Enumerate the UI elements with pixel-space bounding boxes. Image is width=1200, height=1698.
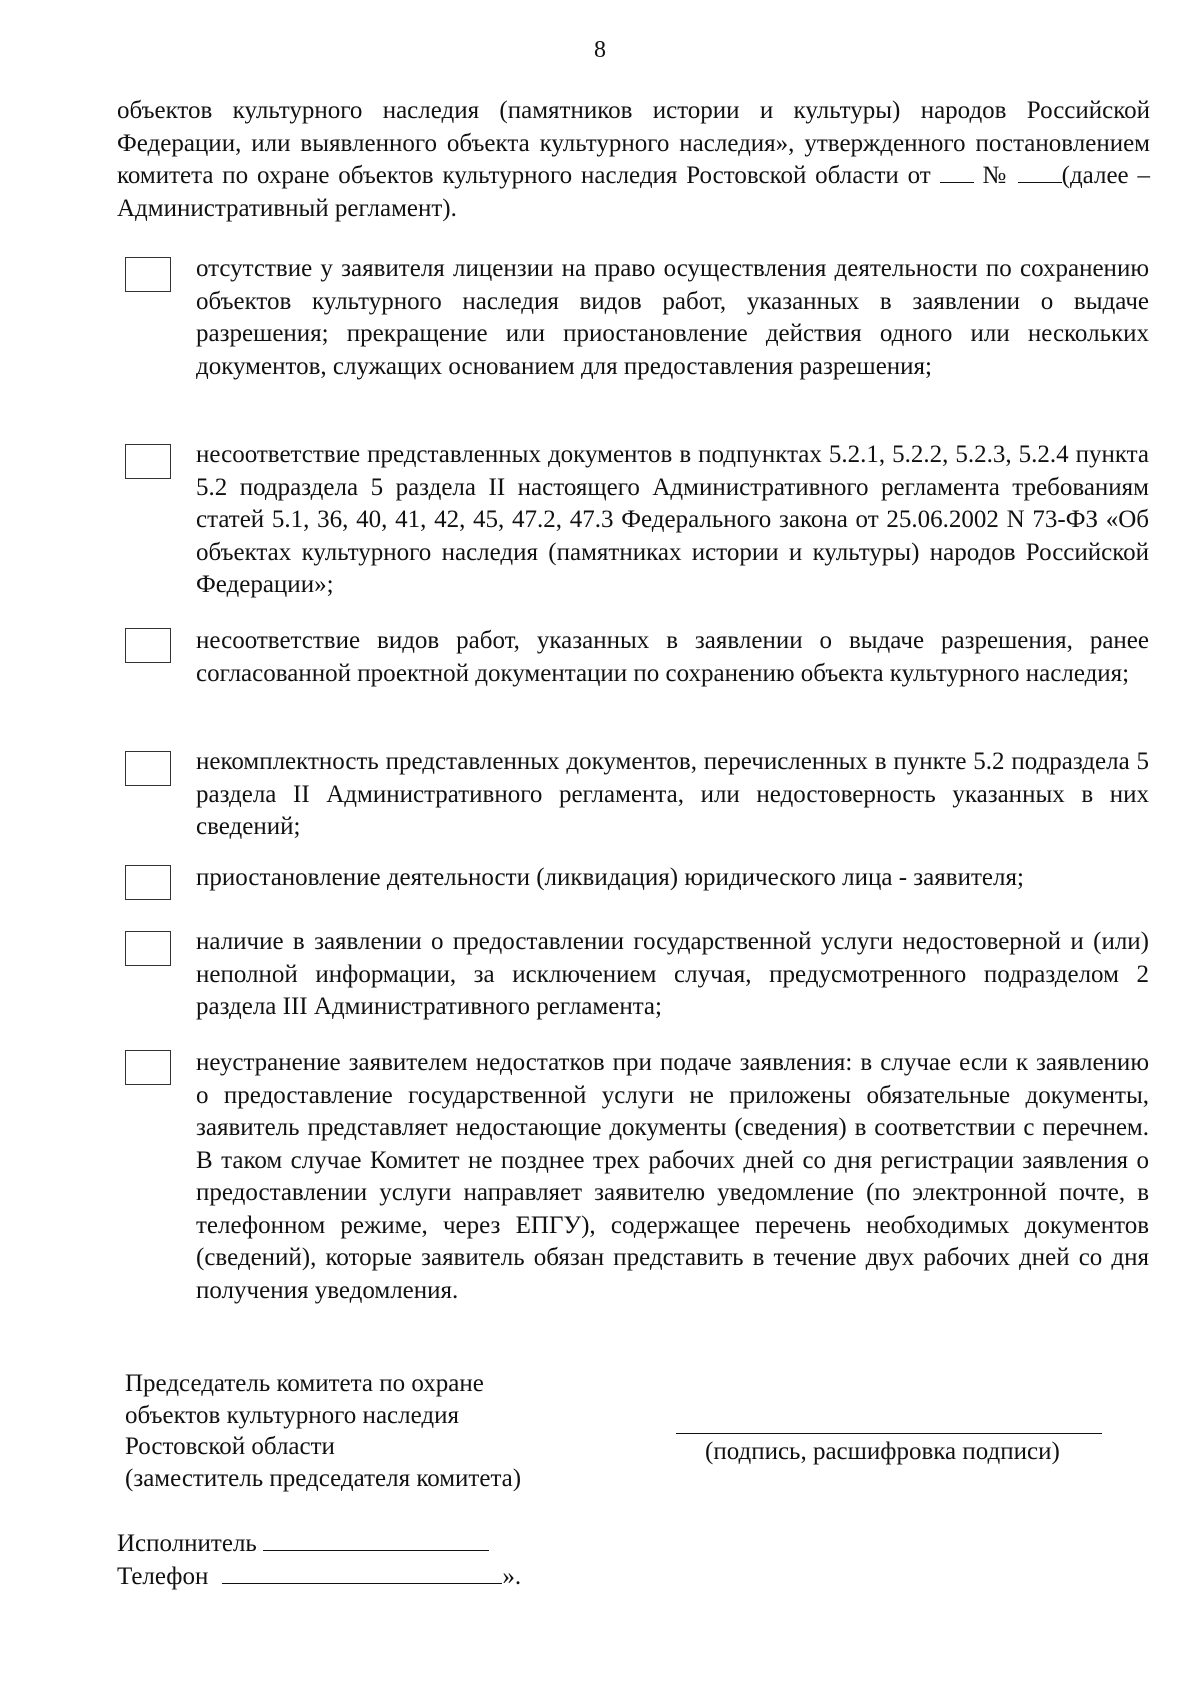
reason-text: приостановление деятельности (ликвидация) юридического лица - заявителя; bbox=[196, 864, 1024, 891]
signature-caption: (подпись, расшифровка подписи) bbox=[705, 1438, 1060, 1465]
reason-checkbox[interactable] bbox=[125, 1050, 171, 1085]
reason-checkbox[interactable] bbox=[125, 931, 171, 966]
number-blank bbox=[1018, 162, 1062, 183]
closing-quote: ». bbox=[502, 1563, 522, 1590]
signatory-line: Ростовской области bbox=[125, 1433, 335, 1460]
signatory-block bbox=[125, 1368, 521, 1494]
executor-block bbox=[117, 1527, 521, 1593]
reason-checkbox[interactable] bbox=[125, 865, 171, 900]
intro-text-after: (далее – Административный регламент). bbox=[117, 162, 1150, 222]
reason-text: несоответствие видов работ, указанных в заявлении о выдаче разрешения, ранее согласованной проектной документации по сохранению объекта культурного наследия; bbox=[196, 627, 1149, 687]
phone-row bbox=[117, 1560, 521, 1593]
reason-text: неустранение заявителем недостатков при подаче заявления: в случае если к заявлению о предоставление государственной услуги не приложены обязательные документы, заявитель представляет недостающие документы (сведения) в соответствии с перечнем. В таком случае Комитет не позднее трех рабочих дней со дня регистрации заявления о предоставлении услуги направляет заявителю уведомление (по электронной почте, в телефонном режиме, через ЕПГУ), содержащее перечень необходимых документов (сведений), которые заявитель обязан представить в течение двух рабочих дней со дня получения уведомления. bbox=[196, 1049, 1149, 1304]
signatory-line: объектов культурного наследия bbox=[125, 1401, 459, 1429]
executor-row bbox=[117, 1527, 521, 1560]
executor-label: Исполнитель bbox=[117, 1530, 257, 1557]
signatory-line: Председатель комитета по охране bbox=[125, 1370, 484, 1397]
reason-checkbox[interactable] bbox=[125, 444, 171, 479]
page-number: 8 bbox=[594, 37, 606, 63]
signature-line[interactable] bbox=[676, 1433, 1102, 1434]
phone-label: Телефон bbox=[117, 1563, 209, 1590]
executor-field[interactable] bbox=[263, 1528, 489, 1551]
signatory-line: (заместитель председателя комитета) bbox=[125, 1464, 522, 1492]
intro-text-before: объектов культурного наследия (памятников истории и культуры) народов Российской Федерации, или выявленного объекта культурного наследия», утвержденного постановлением комитета по охране объектов культурного наследия Ростовской области от bbox=[117, 97, 1150, 189]
reason-text: некомплектность представленных документов, перечисленных в пункте 5.2 подраздела 5 раздела II Административного регламента, или недостоверность указанных в них сведений; bbox=[196, 748, 1149, 840]
intro-paragraph bbox=[117, 95, 1150, 225]
phone-field[interactable] bbox=[222, 1561, 502, 1584]
date-blank bbox=[940, 162, 974, 183]
intro-number-sign: № bbox=[973, 162, 1018, 189]
reason-checkbox[interactable] bbox=[125, 628, 171, 663]
reason-checkbox[interactable] bbox=[125, 257, 171, 292]
reason-text: отсутствие у заявителя лицензии на право осуществления деятельности по сохранению объектов культурного наследия видов работ, указанных в заявлении о выдаче разрешения; прекращение или приостановление действия одного или нескольких документов, служащих основанием для предоставления разрешения; bbox=[196, 255, 1149, 380]
reason-text: несоответствие представленных документов в подпунктах 5.2.1, 5.2.2, 5.2.3, 5.2.4 пункта 5.2 подраздела 5 раздела II настоящего Административного регламента требованиям статей 5.1, 36, 40, 41, 42, 45, 47.2, 47.3 Федерального закона от 25.06.2002 N 73-ФЗ «Об объектах культурного наследия (памятниках истории и культуры) народов Российской Федерации»; bbox=[196, 441, 1149, 598]
reason-checkbox[interactable] bbox=[125, 751, 171, 786]
reason-text: наличие в заявлении о предоставлении государственной услуги недостоверной и (или) неполной информации, за исключением случая, предусмотренного подразделом 2 раздела III Административного регламента; bbox=[196, 928, 1149, 1020]
